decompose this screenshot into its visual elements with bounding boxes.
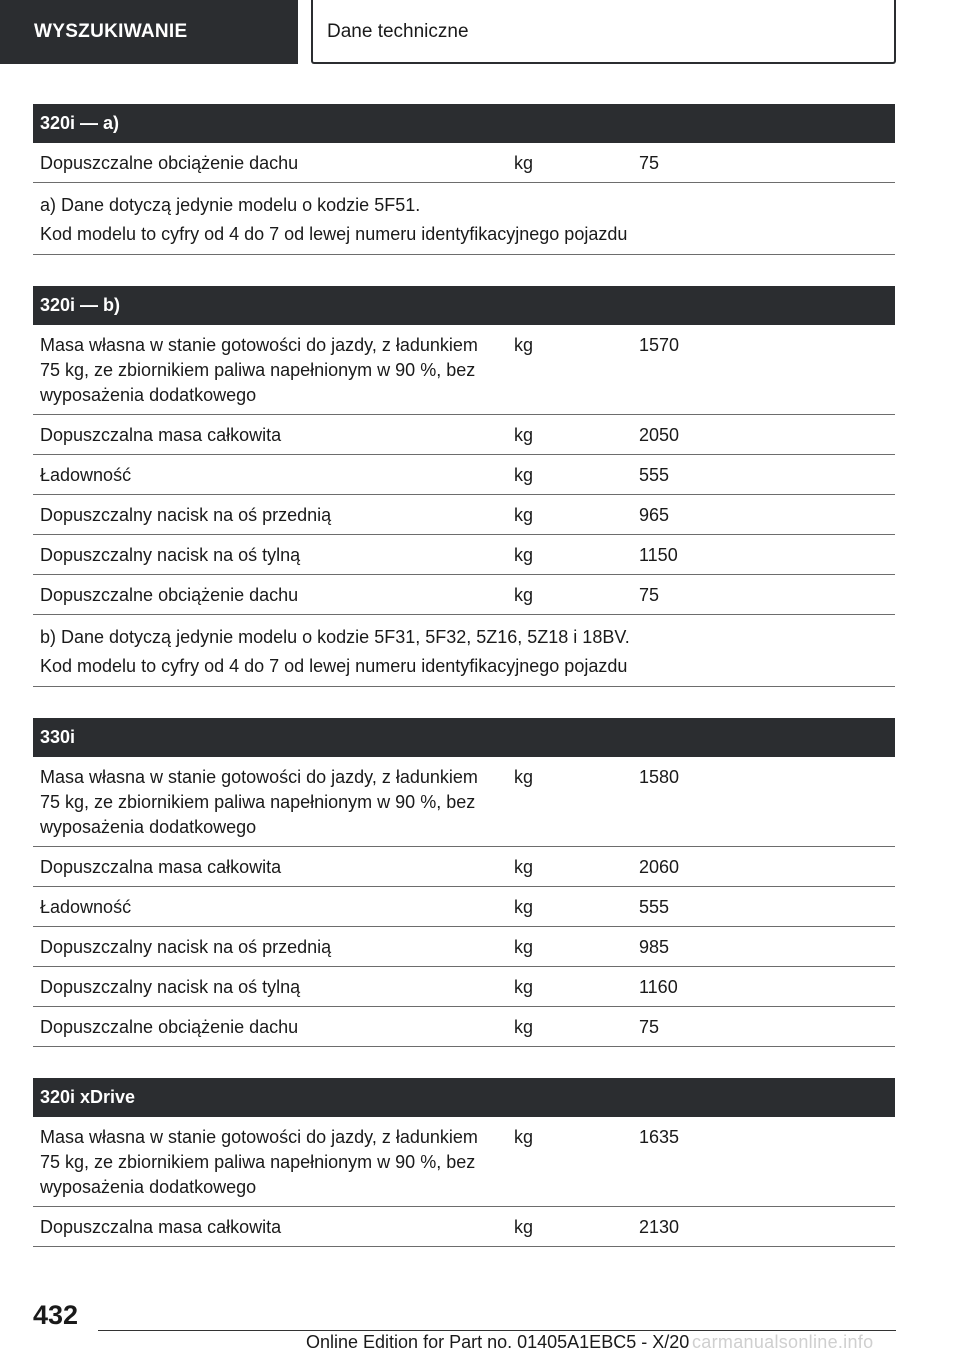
row-label: Dopuszczalne obciążenie dachu — [40, 153, 299, 173]
page-footer — [0, 1290, 960, 1362]
row-value: 2060 — [639, 857, 680, 877]
row-value: 555 — [639, 465, 670, 485]
row-label: Masa własna w stanie gotowości do jazdy, z ładunkiem 75 kg, ze zbiornikiem paliwa napełnionym w 90 %, bez wyposażenia dodatkowego — [40, 335, 478, 405]
footnote-line: a) Dane dotyczą jedynie modelu o kodzie 5F51. — [40, 195, 421, 215]
table-row — [33, 325, 895, 415]
row-value: 985 — [639, 937, 670, 957]
row-unit: kg — [514, 465, 534, 485]
table-row — [33, 967, 895, 1007]
row-label: Dopuszczalny nacisk na oś tylną — [40, 977, 301, 997]
row-unit: kg — [514, 1127, 534, 1147]
row-unit: kg — [514, 857, 534, 877]
row-label: Dopuszczalny nacisk na oś przednią — [40, 505, 332, 525]
row-value: 75 — [639, 153, 660, 173]
row-label: Dopuszczalne obciążenie dachu — [40, 1017, 299, 1037]
row-unit: kg — [514, 585, 534, 605]
top-navigation — [0, 0, 960, 66]
table-row — [33, 455, 895, 495]
row-value: 965 — [639, 505, 670, 525]
table-row — [33, 887, 895, 927]
row-label: Dopuszczalny nacisk na oś tylną — [40, 545, 301, 565]
table-row — [33, 847, 895, 887]
search-tab[interactable]: WYSZUKIWANIE — [0, 0, 298, 64]
watermark-text: carmanualsonline.info — [692, 1332, 874, 1352]
page-number: 432 — [33, 1300, 79, 1330]
row-value: 2130 — [639, 1217, 680, 1237]
table-row — [33, 927, 895, 967]
row-unit: kg — [514, 1217, 534, 1237]
row-value: 1635 — [639, 1127, 680, 1147]
row-label: Dopuszczalna masa całkowita — [40, 425, 282, 445]
section-header: 320i — b) — [33, 286, 895, 325]
footnote-line: Kod modelu to cyfry od 4 do 7 od lewej numeru identyfikacyjnego pojazdu — [40, 224, 628, 244]
footnote — [33, 615, 895, 687]
table-row — [33, 495, 895, 535]
edition-text: Online Edition for Part no. 01405A1EBC5 - X/20 — [306, 1332, 690, 1352]
table-row — [33, 575, 895, 615]
row-label: Ładowność — [40, 897, 132, 917]
spec-section — [33, 718, 895, 1047]
table-row — [33, 535, 895, 575]
row-unit: kg — [514, 335, 534, 355]
row-value: 555 — [639, 897, 670, 917]
spec-section — [33, 1078, 895, 1247]
row-unit: kg — [514, 937, 534, 957]
row-unit: kg — [514, 425, 534, 445]
footnote-line: Kod modelu to cyfry od 4 do 7 od lewej numeru identyfikacyjnego pojazdu — [40, 656, 628, 676]
row-unit: kg — [514, 505, 534, 525]
row-value: 1570 — [639, 335, 680, 355]
row-unit: kg — [514, 977, 534, 997]
footnote-line: b) Dane dotyczą jedynie modelu o kodzie 5F31, 5F32, 5Z16, 5Z18 i 18BV. — [40, 627, 630, 647]
row-value: 2050 — [639, 425, 680, 445]
row-unit: kg — [514, 1017, 534, 1037]
row-label: Dopuszczalna masa całkowita — [40, 1217, 282, 1237]
row-value: 1150 — [639, 545, 678, 565]
row-label: Dopuszczalna masa całkowita — [40, 857, 282, 877]
table-row — [33, 143, 895, 183]
row-unit: kg — [514, 897, 534, 917]
section-header: 330i — [33, 718, 895, 757]
row-label: Masa własna w stanie gotowości do jazdy, z ładunkiem 75 kg, ze zbiornikiem paliwa napełnionym w 90 %, bez wyposażenia dodatkowego — [40, 767, 478, 837]
row-unit: kg — [514, 767, 534, 787]
table-row — [33, 1207, 895, 1247]
table-row — [33, 1007, 895, 1047]
section-header: 320i xDrive — [33, 1078, 895, 1117]
row-value: 75 — [639, 585, 660, 605]
section-header: 320i — a) — [33, 104, 895, 143]
spec-section — [33, 104, 895, 255]
row-value: 1580 — [639, 767, 680, 787]
row-value: 75 — [639, 1017, 660, 1037]
table-row — [33, 757, 895, 847]
row-label: Masa własna w stanie gotowości do jazdy, z ładunkiem 75 kg, ze zbiornikiem paliwa napełnionym w 90 %, bez wyposażenia dodatkowego — [40, 1127, 478, 1197]
row-value: 1160 — [639, 977, 678, 997]
table-row — [33, 1117, 895, 1207]
technical-data-tables — [33, 104, 895, 1278]
table-row — [33, 415, 895, 455]
spec-section — [33, 286, 895, 687]
row-label: Dopuszczalne obciążenie dachu — [40, 585, 299, 605]
row-label: Dopuszczalny nacisk na oś przednią — [40, 937, 332, 957]
footnote — [33, 183, 895, 255]
row-unit: kg — [514, 153, 534, 173]
row-label: Ładowność — [40, 465, 132, 485]
footer-divider — [98, 1330, 896, 1331]
row-unit: kg — [514, 545, 534, 565]
page-title-tab: Dane techniczne — [311, 0, 896, 64]
